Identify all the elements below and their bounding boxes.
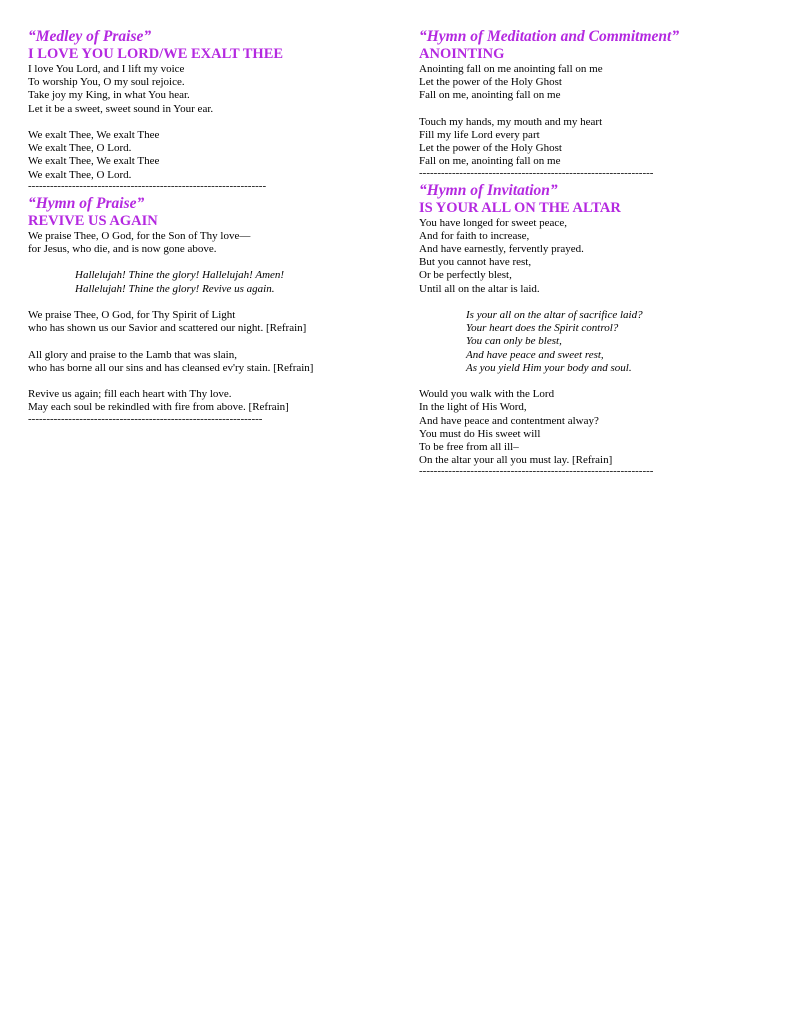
lyric-line: And have peace and sweet rest, (466, 348, 604, 361)
dashed-divider: ----------------------------------------------------------------- (28, 181, 267, 191)
lyric-line: In the light of His Word, (419, 401, 527, 414)
lyric-stanza (28, 230, 388, 256)
lyric-line: for Jesus, who die, and is now gone above. (28, 243, 217, 256)
lyric-line: You have longed for sweet peace, (419, 216, 567, 229)
lyric-line: All glory and praise to the Lamb that was slain, (28, 348, 237, 361)
lyric-line: who has shown us our Savior and scattered our night. [Refrain] (28, 322, 307, 335)
refrain-stanza (28, 269, 388, 295)
lyric-line: But you cannot have rest, (419, 256, 532, 269)
lyric-line: Anointing fall on me anointing fall on me (419, 63, 603, 75)
lyric-line: We exalt Thee, We exalt Thee (28, 129, 160, 141)
lyric-line: Let it be a sweet, sweet sound in Your ear. (28, 102, 214, 115)
hymn-section-anointing (419, 28, 779, 178)
lyric-line: Hallelujah! Thine the glory! Hallelujah! Amen! (75, 269, 285, 282)
lyric-line: Touch my hands, my mouth and my heart (419, 115, 603, 128)
lyric-line: Fill my life Lord every part (419, 129, 540, 141)
lyric-line: May each soul be rekindled with fire from above. [Refrain] (28, 401, 289, 414)
dashed-divider: ---------------------------------------------------------------- (28, 414, 263, 424)
lyric-stanza (419, 217, 779, 296)
lyric-stanza (28, 63, 388, 116)
lyric-line: who has borne all our sins and has cleansed ev'ry stain. [Refrain] (28, 361, 314, 374)
lyric-line: We exalt Thee, O Lord. (28, 142, 132, 155)
lyric-line: Would you walk with the Lord (419, 388, 555, 401)
lyric-line: Let the power of the Holy Ghost (419, 76, 562, 89)
section-heading: “Hymn of Invitation” (419, 181, 558, 199)
left-column (28, 28, 388, 424)
lyric-line: We exalt Thee, We exalt Thee (28, 155, 160, 168)
dashed-divider: ---------------------------------------------------------------- (419, 467, 654, 477)
hymn-title: I LOVE YOU LORD/WE EXALT THEE (28, 46, 284, 62)
lyric-line: To be free from all ill– (419, 441, 519, 454)
lyric-line: And for faith to increase, (419, 229, 530, 242)
hymn-title: REVIVE US AGAIN (28, 212, 158, 229)
lyric-stanza (419, 63, 779, 103)
lyric-line: On the altar your all you must lay. [Refrain] (419, 454, 613, 467)
lyric-line: We praise Thee, O God, for the Son of Thy love— (28, 229, 251, 242)
right-column (419, 28, 779, 476)
lyric-stanza (28, 129, 388, 182)
lyric-line: Or be perfectly blest, (419, 269, 512, 282)
lyric-line: Take joy my King, in what You hear. (28, 89, 190, 102)
lyric-line: Let the power of the Holy Ghost (419, 142, 562, 155)
lyric-line: Revive us again; fill each heart with Thy love. (28, 388, 232, 401)
lyric-line: Fall on me, anointing fall on me (419, 89, 561, 102)
lyric-line: Fall on me, anointing fall on me (419, 155, 561, 168)
hymn-section-is-your-all-on-the-altar (419, 182, 779, 477)
lyric-line: We exalt Thee, O Lord. (28, 168, 132, 181)
lyric-line: Is your all on the altar of sacrifice laid? (466, 309, 643, 322)
lyric-line: As you yield Him your body and soul. (466, 361, 632, 374)
lyric-stanza (419, 388, 779, 467)
hymn-title: IS YOUR ALL ON THE ALTAR (419, 199, 621, 216)
section-heading: “Hymn of Meditation and Commitment” (419, 28, 680, 45)
lyric-line: And have peace and contentment alway? (419, 414, 599, 427)
section-heading: “Medley of Praise” (28, 28, 152, 45)
lyric-line: And have earnestly, fervently prayed. (419, 243, 584, 256)
lyric-stanza (28, 309, 388, 335)
section-heading: “Hymn of Praise” (28, 194, 145, 212)
lyric-line: You must do His sweet will (419, 427, 541, 440)
hymn-section-revive-us-again (28, 195, 388, 424)
lyric-line: We praise Thee, O God, for Thy Spirit of Light (28, 309, 236, 321)
lyric-stanza (28, 349, 388, 375)
refrain-stanza (419, 309, 779, 375)
lyric-line: Your heart does the Spirit control? (466, 322, 619, 335)
hymn-section-i-love-you-lord-we-exalt-thee (28, 28, 388, 191)
dashed-divider: ---------------------------------------------------------------- (419, 168, 654, 178)
lyric-stanza (28, 388, 388, 414)
lyric-line: Until all on the altar is laid. (419, 282, 540, 295)
lyric-stanza (419, 116, 779, 169)
lyric-line: To worship You, O my soul rejoice. (28, 76, 185, 89)
lyric-line: Hallelujah! Thine the glory! Revive us again. (75, 282, 275, 295)
hymn-title: ANOINTING (419, 46, 505, 62)
lyric-line: You can only be blest, (466, 335, 562, 348)
lyric-line: I love You Lord, and I lift my voice (28, 63, 185, 75)
